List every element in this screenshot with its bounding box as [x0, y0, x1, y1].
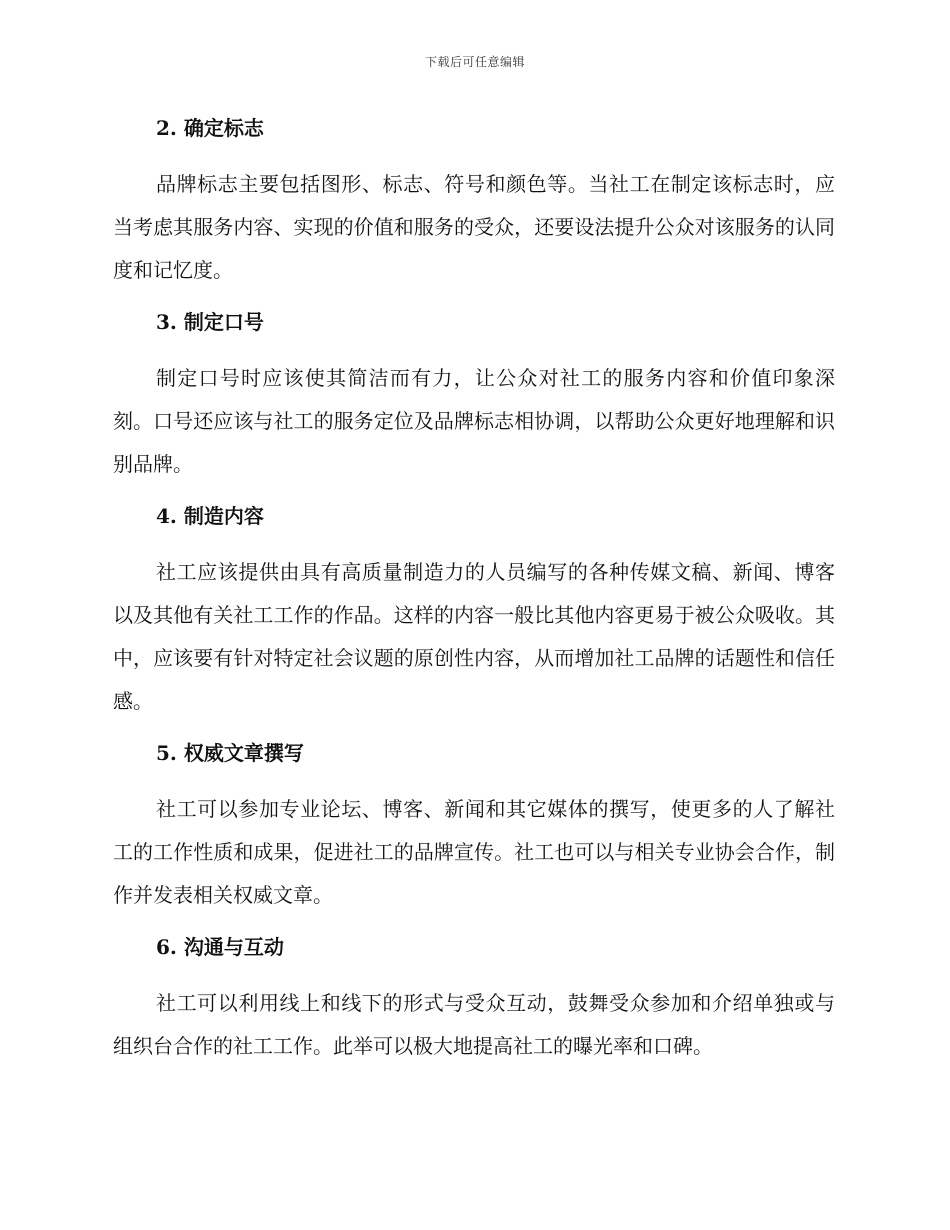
section-paragraph: 社工应该提供由具有高质量制造力的人员编写的各种传媒文稿、新闻、博客以及其他有关社工工作的作品。这样的内容一般比其他内容更易于被公众吸收。其中，应该要有针对特定社会议题的原创性内容，从而增加社工品牌的话题性和信任感。	[113, 560, 835, 713]
section	[113, 733, 835, 917]
section	[113, 927, 835, 1068]
page-header: 下载后可任意编辑	[424, 55, 525, 69]
section-heading: 2. 确定标志	[156, 116, 264, 140]
section-heading: 3. 制定口号	[156, 310, 264, 334]
section-heading: 6. 沟通与互动	[156, 935, 284, 959]
section-paragraph: 社工可以利用线上和线下的形式与受众互动，鼓舞受众参加和介绍单独或与组织台合作的社工工作。此举可以极大地提高社工的曝光率和口碑。	[113, 991, 835, 1058]
section	[113, 302, 835, 486]
section	[113, 108, 835, 292]
section-paragraph: 社工可以参加专业论坛、博客、新闻和其它媒体的撰写，使更多的人了解社工的工作性质和成果，促进社工的品牌宣传。社工也可以与相关专业协会合作，制作并发表相关权威文章。	[113, 797, 835, 907]
section-paragraph: 制定口号时应该使其简洁而有力，让公众对社工的服务内容和价值印象深刻。口号还应该与社工的服务定位及品牌标志相协调，以帮助公众更好地理解和识别品牌。	[113, 366, 835, 476]
document-body	[113, 108, 835, 1078]
section-heading: 4. 制造内容	[156, 504, 264, 528]
section-heading: 5. 权威文章撰写	[156, 741, 304, 765]
section-paragraph: 品牌标志主要包括图形、标志、符号和颜色等。当社工在制定该标志时，应当考虑其服务内容、实现的价值和服务的受众，还要设法提升公众对该服务的认同度和记忆度。	[113, 172, 835, 282]
section	[113, 496, 835, 723]
